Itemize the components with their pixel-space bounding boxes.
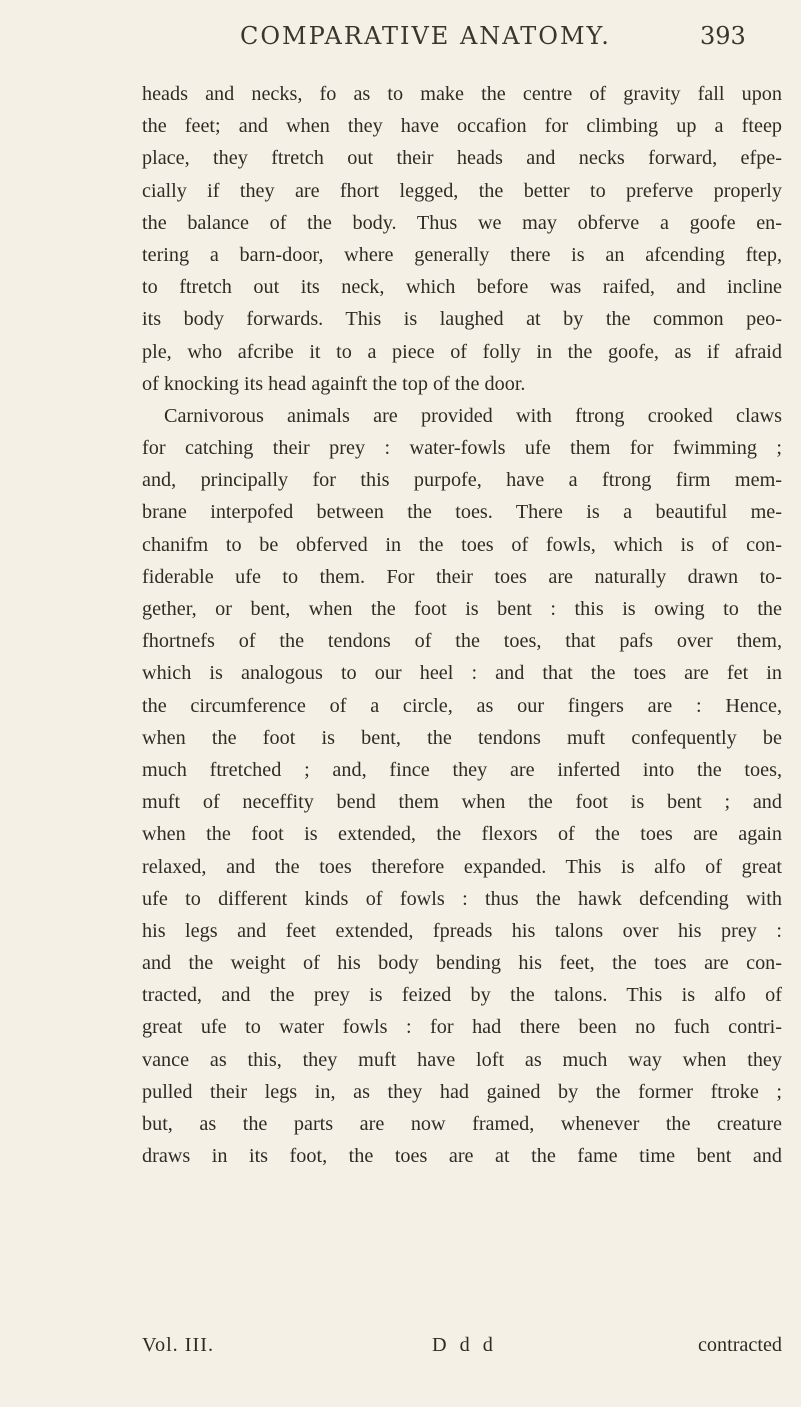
text-line: the balance of the body. Thus we may obferve a goofe en- <box>142 211 782 234</box>
text-line: heads and necks, fo as to make the centre of gravity fall upon <box>142 83 782 105</box>
running-title: COMPARATIVE ANATOMY. <box>240 22 611 50</box>
text-line: its body forwards. This is laughed at by the common peo- <box>142 308 782 331</box>
text-line: which is analogous to our heel : and that the toes are fet in <box>142 662 782 685</box>
text-line: cially if they are fhort legged, the better to preferve properly <box>142 179 782 202</box>
text-line: ufe to different kinds of fowls : thus the hawk defcending with <box>142 887 782 910</box>
text-line: tracted, and the prey is feized by the talons. This is alfo of <box>142 984 782 1007</box>
text-line: relaxed, and the toes therefore expanded. This is alfo of great <box>142 855 782 878</box>
text-line: great ufe to water fowls : for had there been no fuch contri- <box>142 1016 782 1039</box>
text-line: fhortnefs of the tendons of the toes, that pafs over them, <box>142 630 782 653</box>
text-line: his legs and feet extended, fpreads his talons over his prey : <box>142 919 782 942</box>
text-line: when the foot is extended, the flexors of the toes are again <box>142 823 782 846</box>
text-line: the circumference of a circle, as our fingers are : Hence, <box>142 694 782 717</box>
text-line: place, they ftretch out their heads and necks forward, efpe- <box>142 147 782 170</box>
text-line: gether, or bent, when the foot is bent : this is owing to the <box>142 598 782 620</box>
text-line: ple, who afcribe it to a piece of folly in the goofe, as if afraid <box>142 340 782 363</box>
body-text <box>142 78 782 1172</box>
text-line: muft of neceffity bend them when the foot is bent ; and <box>142 791 782 814</box>
text-line: the feet; and when they have occafion for climbing up a fteep <box>142 115 782 138</box>
text-line: draws in its foot, the toes are at the fame time bent and <box>142 1145 782 1168</box>
page-number: 393 <box>700 22 746 50</box>
text-line: much ftretched ; and, fince they are inferted into the toes, <box>142 758 782 781</box>
text-line: for catching their prey : water-fowls ufe them for fwimming ; <box>142 437 782 460</box>
text-line: but, as the parts are now framed, whenever the creature <box>142 1113 782 1135</box>
text-line: and the weight of his body bending his feet, the toes are con- <box>142 952 782 975</box>
text-line: when the foot is bent, the tendons muft confequently be <box>142 726 782 749</box>
catchword: contracted <box>697 1334 782 1356</box>
text-line: Carnivorous animals are provided with ftrong crooked claws <box>164 404 782 427</box>
text-line: brane interpofed between the toes. There is a beautiful me- <box>142 501 782 524</box>
text-line: pulled their legs in, as they had gained by the former ftroke ; <box>142 1080 782 1103</box>
signature-mark: D d d <box>432 1334 497 1356</box>
text-line: chanifm to be obferved in the toes of fowls, which is of con- <box>142 533 782 556</box>
text-line: fiderable ufe to them. For their toes are naturally drawn to- <box>142 565 782 588</box>
page-footer <box>142 1334 782 1364</box>
text-line: of knocking its head againft the top of the door. <box>142 372 526 395</box>
text-line: tering a barn-door, where generally there is an afcending ftep, <box>142 243 782 266</box>
text-line: vance as this, they muft have loft as much way when they <box>142 1048 782 1071</box>
text-line: to ftretch out its neck, which before was raifed, and incline <box>142 276 782 299</box>
text-line: and, principally for this purpofe, have a ftrong firm mem- <box>142 469 782 492</box>
volume-label: Vol. III. <box>142 1334 214 1356</box>
